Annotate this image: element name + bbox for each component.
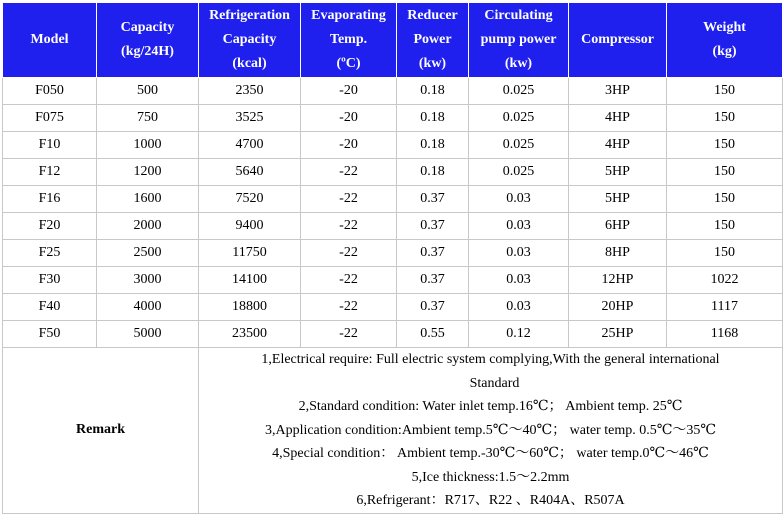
cell-circulating-pump-power: 0.025: [469, 159, 569, 186]
cell-refrigeration-capacity: 3525: [199, 105, 301, 132]
cell-compressor: 8HP: [569, 240, 667, 267]
remark-row: [3, 348, 783, 514]
cell-refrigeration-capacity: 7520: [199, 186, 301, 213]
header-reducer-power: [397, 3, 469, 78]
cell-compressor: 4HP: [569, 105, 667, 132]
cell-model: F25: [3, 240, 97, 267]
table-row: [3, 294, 783, 321]
cell-refrigeration-capacity: 9400: [199, 213, 301, 240]
cell-refrigeration-capacity: 18800: [199, 294, 301, 321]
cell-model: F10: [3, 132, 97, 159]
header-line: (kw): [504, 56, 533, 71]
cell-circulating-pump-power: 0.03: [469, 240, 569, 267]
cell-capacity: 3000: [97, 267, 199, 294]
remark-line: 6,Refrigerant：R717、R22 、R404A、R507A: [356, 493, 625, 508]
cell-capacity: 500: [97, 78, 199, 105]
remark-line: 4,Special condition： Ambient temp.-30℃～60℃； water temp.0℃～46℃: [272, 446, 709, 461]
cell-capacity: 1200: [97, 159, 199, 186]
cell-weight: 150: [667, 240, 783, 267]
cell-reducer-power: 0.37: [397, 213, 469, 240]
header-line: pump power: [480, 32, 557, 47]
table-row: [3, 186, 783, 213]
remark-line: 3,Application condition:Ambient temp.5℃～40℃； water temp. 0.5℃～35℃: [264, 422, 717, 438]
cell-circulating-pump-power: 0.03: [469, 213, 569, 240]
cell-evaporating-temp: -22: [301, 321, 397, 348]
table-row: [3, 213, 783, 240]
header-line: (kcal): [232, 56, 267, 71]
spec-table: [2, 2, 783, 514]
cell-compressor: 5HP: [569, 186, 667, 213]
header-weight: [667, 3, 783, 78]
cell-capacity: 2000: [97, 213, 199, 240]
table-row: [3, 105, 783, 132]
table-row: [3, 132, 783, 159]
header-refrigeration-capacity: [199, 3, 301, 78]
remark-section: [3, 348, 783, 514]
remark-label: Remark: [3, 348, 199, 514]
cell-circulating-pump-power: 0.03: [469, 186, 569, 213]
cell-evaporating-temp: -22: [301, 159, 397, 186]
cell-capacity: 5000: [97, 321, 199, 348]
cell-reducer-power: 0.18: [397, 78, 469, 105]
header-line: Refrigeration: [209, 8, 290, 23]
header-line: Temp.: [329, 32, 368, 47]
cell-refrigeration-capacity: 14100: [199, 267, 301, 294]
header-line: (kw): [418, 56, 447, 71]
remark-line: 2,Standard condition: Water inlet temp.16℃； Ambient temp. 25℃: [298, 399, 683, 414]
table-row: [3, 267, 783, 294]
cell-capacity: 1600: [97, 186, 199, 213]
cell-compressor: 6HP: [569, 213, 667, 240]
header-model: [3, 3, 97, 78]
cell-weight: 1117: [667, 294, 783, 321]
header-line: (kg): [712, 44, 737, 59]
header-evaporating-temp: [301, 3, 397, 78]
cell-compressor: 4HP: [569, 132, 667, 159]
header-line: (kg/24H): [121, 44, 174, 59]
remark-line: Standard: [469, 375, 520, 391]
cell-compressor: 25HP: [569, 321, 667, 348]
cell-refrigeration-capacity: 4700: [199, 132, 301, 159]
cell-evaporating-temp: -22: [301, 240, 397, 267]
header-row: [3, 3, 783, 78]
cell-compressor: 5HP: [569, 159, 667, 186]
cell-reducer-power: 0.37: [397, 186, 469, 213]
cell-reducer-power: 0.18: [397, 132, 469, 159]
remark-line: 5,Ice thickness:1.5～2.2mm: [411, 469, 570, 485]
cell-circulating-pump-power: 0.03: [469, 294, 569, 321]
cell-reducer-power: 0.37: [397, 294, 469, 321]
header-line: Evaporating: [311, 8, 386, 23]
cell-circulating-pump-power: 0.12: [469, 321, 569, 348]
spec-table-body: [3, 78, 783, 348]
cell-circulating-pump-power: 0.03: [469, 267, 569, 294]
cell-reducer-power: 0.18: [397, 159, 469, 186]
cell-weight: 1022: [667, 267, 783, 294]
header-line: Model: [30, 32, 69, 47]
cell-evaporating-temp: -22: [301, 213, 397, 240]
header-circulating-pump-power: [469, 3, 569, 78]
spec-table-header: [3, 3, 783, 78]
cell-model: F12: [3, 159, 97, 186]
cell-refrigeration-capacity: 11750: [199, 240, 301, 267]
cell-weight: 150: [667, 159, 783, 186]
header-capacity: [97, 3, 199, 78]
cell-circulating-pump-power: 0.025: [469, 132, 569, 159]
cell-weight: 150: [667, 105, 783, 132]
cell-model: F40: [3, 294, 97, 321]
cell-model: F30: [3, 267, 97, 294]
cell-weight: 1168: [667, 321, 783, 348]
cell-capacity: 750: [97, 105, 199, 132]
header-line: Reducer: [407, 8, 458, 23]
cell-evaporating-temp: -20: [301, 132, 397, 159]
header-line: Weight: [703, 20, 746, 35]
cell-model: F075: [3, 105, 97, 132]
cell-weight: 150: [667, 132, 783, 159]
cell-capacity: 2500: [97, 240, 199, 267]
table-row: [3, 159, 783, 186]
header-line: (ºC): [336, 56, 361, 71]
cell-model: F16: [3, 186, 97, 213]
cell-compressor: 12HP: [569, 267, 667, 294]
cell-capacity: 1000: [97, 132, 199, 159]
cell-reducer-power: 0.37: [397, 267, 469, 294]
header-line: Circulating: [484, 8, 553, 23]
cell-compressor: 20HP: [569, 294, 667, 321]
cell-circulating-pump-power: 0.025: [469, 105, 569, 132]
header-line: Capacity: [222, 32, 277, 47]
cell-model: F050: [3, 78, 97, 105]
cell-refrigeration-capacity: 2350: [199, 78, 301, 105]
cell-model: F20: [3, 213, 97, 240]
cell-reducer-power: 0.37: [397, 240, 469, 267]
cell-model: F50: [3, 321, 97, 348]
cell-reducer-power: 0.55: [397, 321, 469, 348]
header-compressor: [569, 3, 667, 78]
table-row: [3, 240, 783, 267]
cell-weight: 150: [667, 186, 783, 213]
header-line: Compressor: [581, 32, 654, 47]
header-line: Power: [413, 32, 452, 47]
cell-weight: 150: [667, 78, 783, 105]
cell-reducer-power: 0.18: [397, 105, 469, 132]
cell-evaporating-temp: -22: [301, 294, 397, 321]
cell-evaporating-temp: -22: [301, 186, 397, 213]
table-row: [3, 321, 783, 348]
cell-evaporating-temp: -20: [301, 105, 397, 132]
cell-evaporating-temp: -22: [301, 267, 397, 294]
table-row: [3, 78, 783, 105]
cell-refrigeration-capacity: 23500: [199, 321, 301, 348]
cell-evaporating-temp: -20: [301, 78, 397, 105]
cell-refrigeration-capacity: 5640: [199, 159, 301, 186]
cell-circulating-pump-power: 0.025: [469, 78, 569, 105]
remark-line: 1,Electrical require: Full electric system complying,With the general international: [261, 352, 720, 367]
cell-compressor: 3HP: [569, 78, 667, 105]
cell-capacity: 4000: [97, 294, 199, 321]
cell-weight: 150: [667, 213, 783, 240]
remark-body: [199, 348, 783, 514]
header-line: Capacity: [120, 20, 175, 35]
